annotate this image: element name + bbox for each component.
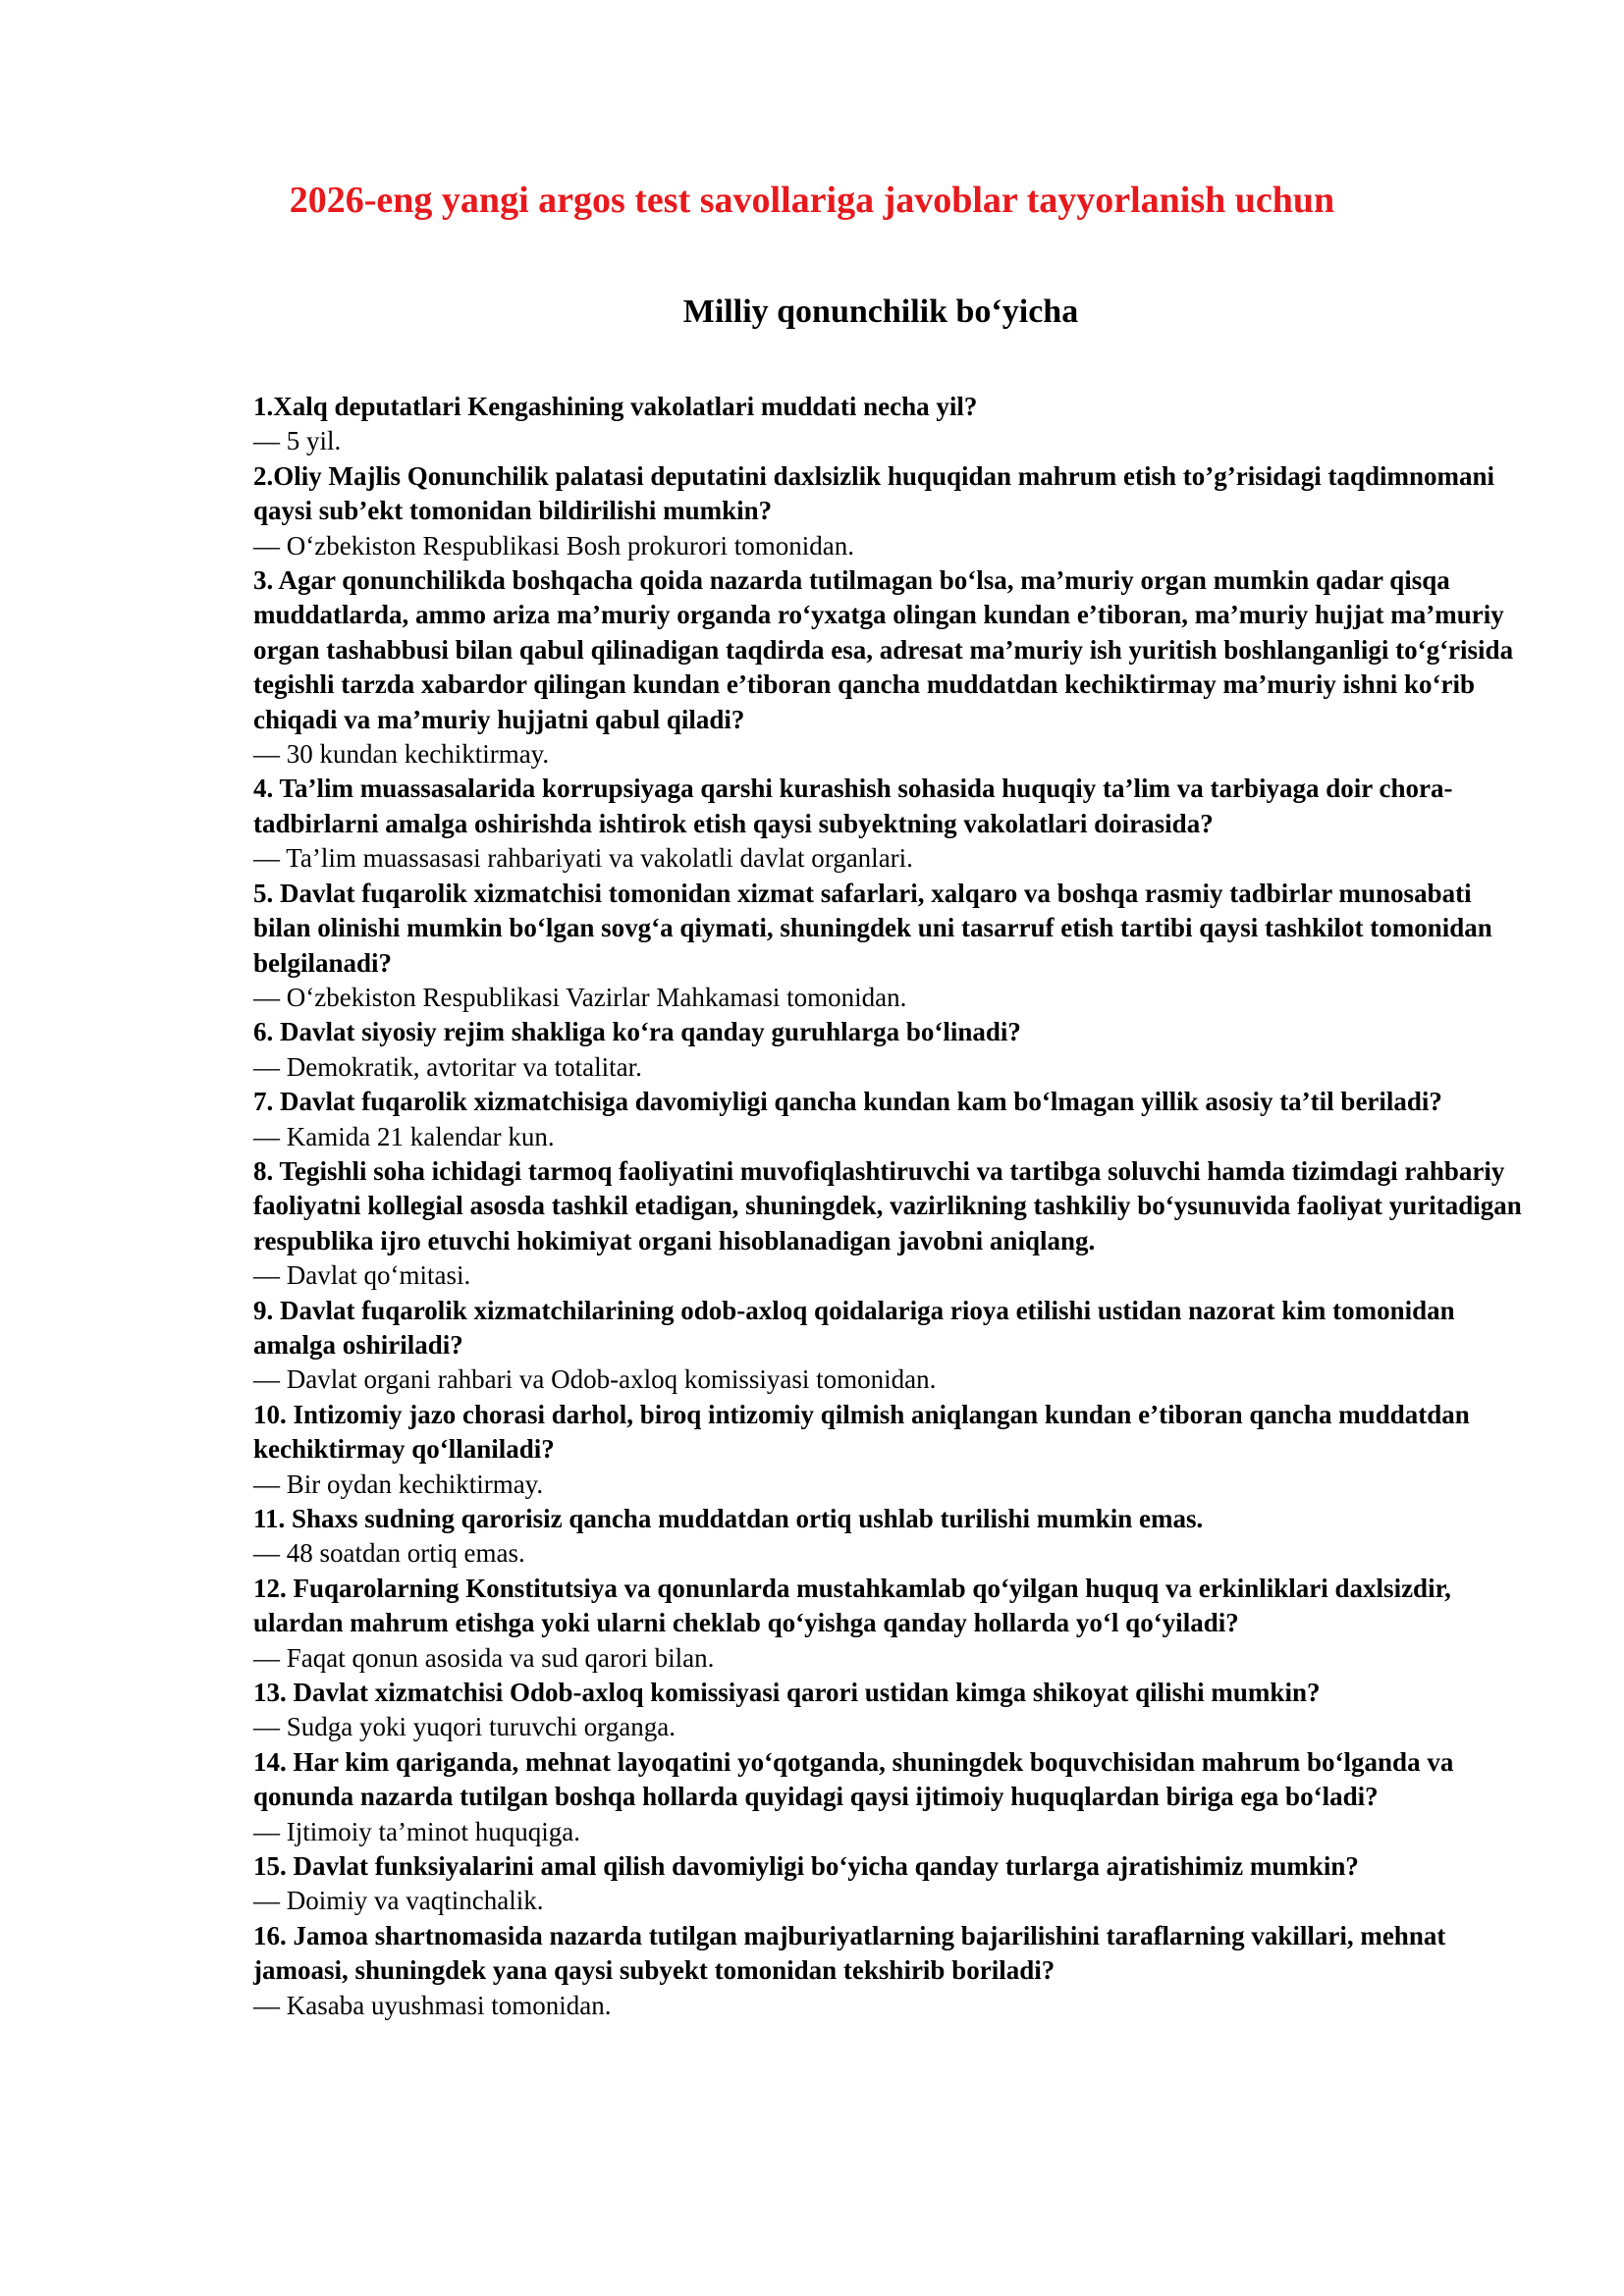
- qa-item: [253, 459, 1530, 563]
- qa-item: [253, 1849, 1530, 1919]
- qa-item: [253, 1919, 1530, 2023]
- question-text: 15. Davlat funksiyalarini amal qilish davomiyligi bo‘yicha qanday turlarga ajratishimiz mumkin?: [253, 1851, 1359, 1882]
- qa-item: [253, 1085, 1530, 1154]
- question-text: 2.Oliy Majlis Qonunchilik palatasi deputatini daxlsizlik huquqidan mahrum etish to’g’risidagi taqdimnomani qaysi sub’ekt tomonidan bildirilishi mumkin?: [253, 460, 1495, 526]
- question-text: 5. Davlat fuqarolik xizmatchisi tomonidan xizmat safarlari, xalqaro va boshqa rasmiy tadbirlar munosabati bilan olinishi mumkin bo‘lgan sovg‘a qiymati, shuningdek uni tasarruf etish tartibi qaysi tashkilot tomonidan belgilanadi?: [253, 878, 1492, 978]
- question-text: 10. Intizomiy jazo chorasi darhol, biroq intizomiy qilmish aniqlangan kundan e’tiboran qancha muddatdan kechiktirmay qo‘llaniladi?: [253, 1399, 1470, 1465]
- answer-text: — 5 yil.: [253, 426, 342, 456]
- answer-text: — Bir oydan kechiktirmay.: [253, 1468, 544, 1499]
- answer-text: — Kamida 21 kalendar kun.: [253, 1121, 555, 1151]
- answer-text: — Kasaba uyushmasi tomonidan.: [253, 1990, 612, 2020]
- answer-text: — O‘zbekiston Respublikasi Vazirlar Mahkamasi tomonidan.: [253, 982, 907, 1012]
- question-text: 1.Xalq deputatlari Kengashining vakolatlari muddati necha yil?: [253, 392, 978, 421]
- question-text: 16. Jamoa shartnomasida nazarda tutilgan majburiyatlarning bajarilishini taraflarning vakillari, mehnat jamoasi, shuningdek yana qaysi subyekt tomonidan tekshirib boriladi?: [253, 1920, 1446, 1986]
- qa-item: [253, 1398, 1530, 1502]
- question-text: 14. Har kim qariganda, mehnat layoqatini yo‘qotganda, shuningdek boquvchisidan mahrum bo‘lganda va qonunda nazarda tutilgan boshqa hollarda quyidagi qaysi ijtimoiy huquqlardan biriga ega bo‘ladi?: [253, 1746, 1454, 1812]
- answer-text: — O‘zbekiston Respublikasi Bosh prokurori tomonidan.: [253, 530, 854, 561]
- answer-text: — Davlat qo‘mitasi.: [253, 1260, 471, 1291]
- answer-text: — Doimiy va vaqtinchalik.: [253, 1886, 544, 1916]
- answer-text: — Ta’lim muassasasi rahbariyati va vakolatli davlat organlari.: [253, 843, 913, 874]
- answer-text: — Davlat organi rahbari va Odob-axloq komissiyasi tomonidan.: [253, 1364, 937, 1395]
- qa-item: [253, 1745, 1530, 1849]
- qa-item: [253, 1154, 1530, 1294]
- answer-text: — Demokratik, avtoritar va totalitar.: [253, 1051, 642, 1082]
- question-text: 3. Agar qonunchilikda boshqacha qoida nazarda tutilmagan bo‘lsa, ma’muriy organ mumkin qadar qisqa muddatlarda, ammo ariza ma’muriy organda ro‘yxatga olingan kundan e’tiboran, ma’muriy hujjat ma’muriy organ tashabbusi bilan qabul qilinadigan taqdirda esa, adresat ma’muriy ish yuritish boshlanganligi to‘g‘risida tegishli tarzda xabardor qilingan kundan e’tiboran qancha muddatdan kechiktirmay ma’muriy ishni ko‘rib chiqadi va ma’muriy hujjatni qabul qiladi?: [253, 565, 1514, 734]
- question-text: 12. Fuqarolarning Konstitutsiya va qonunlarda mustahkamlab qo‘yilgan huquq va erkinliklari daxlsizdir, ulardan mahrum etishga yoki ularni cheklab qo‘yishga qanday hollarda yo‘l qo‘yiladi?: [253, 1573, 1451, 1638]
- question-text: 6. Davlat siyosiy rejim shakliga ko‘ra qanday guruhlarga bo‘linadi?: [253, 1017, 1021, 1047]
- qa-item: [253, 1572, 1530, 1676]
- answer-text: — Sudga yoki yuqori turuvchi organga.: [253, 1712, 676, 1742]
- question-text: 4. Ta’lim muassasalarida korrupsiyaga qarshi kurashish sohasida huquqiy ta’lim va tarbiyaga doir chora-tadbirlarni amalga oshirishda ishtirok etish qaysi subyektning vakolatlari doirasida?: [253, 774, 1453, 838]
- section-title: Milliy qonunchilik bo‘yicha: [682, 294, 1079, 330]
- document-title: 2026-eng yangi argos test savollariga javoblar tayyorlanish uchun: [289, 180, 1335, 221]
- question-text: 9. Davlat fuqarolik xizmatchilarining odob-axloq qoidalariga rioya etilishi ustidan nazorat kim tomonidan amalga oshiriladi?: [253, 1295, 1455, 1360]
- question-text: 8. Tegishli soha ichidagi tarmoq faoliyatini muvofiqlashtiruvchi va tartibga soluvchi hamda tizimdagi rahbariy faoliyatni kollegial asosda tashkil etadigan, shuningdek, vazirlikning tashkiliy bo‘ysunuvida faoliyat yuritadigan respublika ijro etuvchi hokimiyat organi hisoblanadigan javobni aniqlang.: [253, 1155, 1522, 1255]
- question-text: 7. Davlat fuqarolik xizmatchisiga davomiyligi qancha kundan kam bo‘lmagan yillik asosiy ta’til beriladi?: [253, 1087, 1442, 1117]
- qa-item: [253, 563, 1530, 772]
- question-text: 13. Davlat xizmatchisi Odob-axloq komissiyasi qarori ustidan kimga shikoyat qilishi mumkin?: [253, 1678, 1321, 1708]
- qa-item: [253, 1015, 1530, 1085]
- qa-item: [253, 877, 1530, 1016]
- qa-item: [253, 772, 1530, 876]
- answer-text: — Faqat qonun asosida va sud qarori bilan.: [253, 1642, 715, 1673]
- qa-item: [253, 1502, 1530, 1572]
- answer-text: — Ijtimoiy ta’minot huquqiga.: [253, 1816, 580, 1846]
- qa-item: [253, 1676, 1530, 1745]
- question-text: 11. Shaxs sudning qarorisiz qancha muddatdan ortiq ushlab turilishi mumkin emas.: [253, 1504, 1204, 1533]
- answer-text: — 30 kundan kechiktirmay.: [253, 739, 550, 770]
- qa-item: [253, 390, 1530, 459]
- qa-item: [253, 1294, 1530, 1398]
- answer-text: — 48 soatdan ortiq emas.: [253, 1538, 525, 1569]
- qa-list: [253, 390, 1530, 2023]
